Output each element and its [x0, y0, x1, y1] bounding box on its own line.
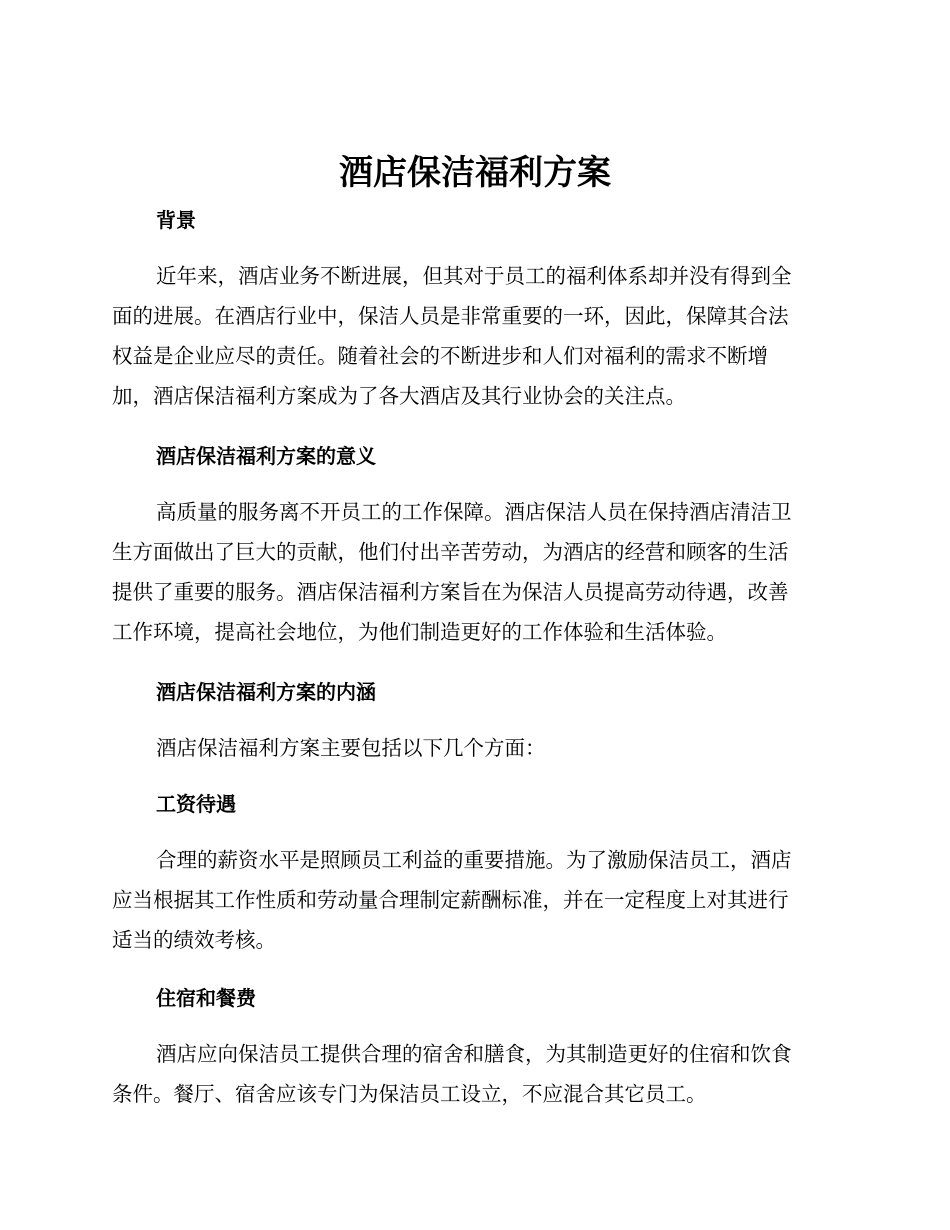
paragraph-line: 近年来，酒店业务不断进展，但其对于员工的福利体系却并没有得到全: [156, 264, 792, 288]
section-heading-content: 酒店保洁福利方案的内涵: [156, 680, 376, 704]
paragraph-line: 酒店保洁福利方案主要包括以下几个方面：: [156, 736, 546, 760]
section-paragraph-housing-meals: [112, 1034, 830, 1114]
section-paragraph-background: [112, 256, 830, 416]
paragraph-line: 生方面做出了巨大的贡献，他们付出辛苦劳动，为酒店的经营和顾客的生活: [112, 540, 789, 564]
paragraph-line: 条件。餐厅、宿舍应该专门为保洁员工设立，不应混合其它员工。: [112, 1082, 707, 1106]
section-heading-wages: 工资待遇: [156, 792, 236, 816]
paragraph-line: 高质量的服务离不开员工的工作保障。酒店保洁人员在保持酒店清洁卫: [156, 500, 792, 524]
paragraph-line: 应当根据其工作性质和劳动量合理制定薪酬标准，并在一定程度上对其进行: [112, 888, 789, 912]
paragraph-line: 酒店应向保洁员工提供合理的宿舍和膳食，为其制造更好的住宿和饮食: [156, 1042, 792, 1066]
section-heading-background: 背景: [156, 208, 196, 232]
section-heading-significance: 酒店保洁福利方案的意义: [156, 444, 376, 468]
paragraph-line: 提供了重要的服务。酒店保洁福利方案旨在为保洁人员提高劳动待遇，改善: [112, 580, 789, 604]
section-heading-housing-meals: 住宿和餐费: [156, 986, 256, 1010]
paragraph-line: 权益是企业应尽的责任。随着社会的不断进步和人们对福利的需求不断增: [112, 344, 768, 368]
section-paragraph-content: [112, 728, 830, 768]
paragraph-line: 工作环境，提高社会地位，为他们制造更好的工作体验和生活体验。: [112, 620, 727, 644]
paragraph-line: 加，酒店保洁福利方案成为了各大酒店及其行业协会的关注点。: [112, 384, 686, 408]
paragraph-line: 面的进展。在酒店行业中，保洁人员是非常重要的一环，因此，保障其合法: [112, 304, 789, 328]
section-paragraph-wages: [112, 840, 830, 960]
section-paragraph-significance: [112, 492, 830, 652]
paragraph-line: 适当的绩效考核。: [112, 928, 276, 952]
document-title: 酒店保洁福利方案: [339, 153, 611, 193]
paragraph-line: 合理的薪资水平是照顾员工利益的重要措施。为了激励保洁员工，酒店: [156, 848, 792, 872]
